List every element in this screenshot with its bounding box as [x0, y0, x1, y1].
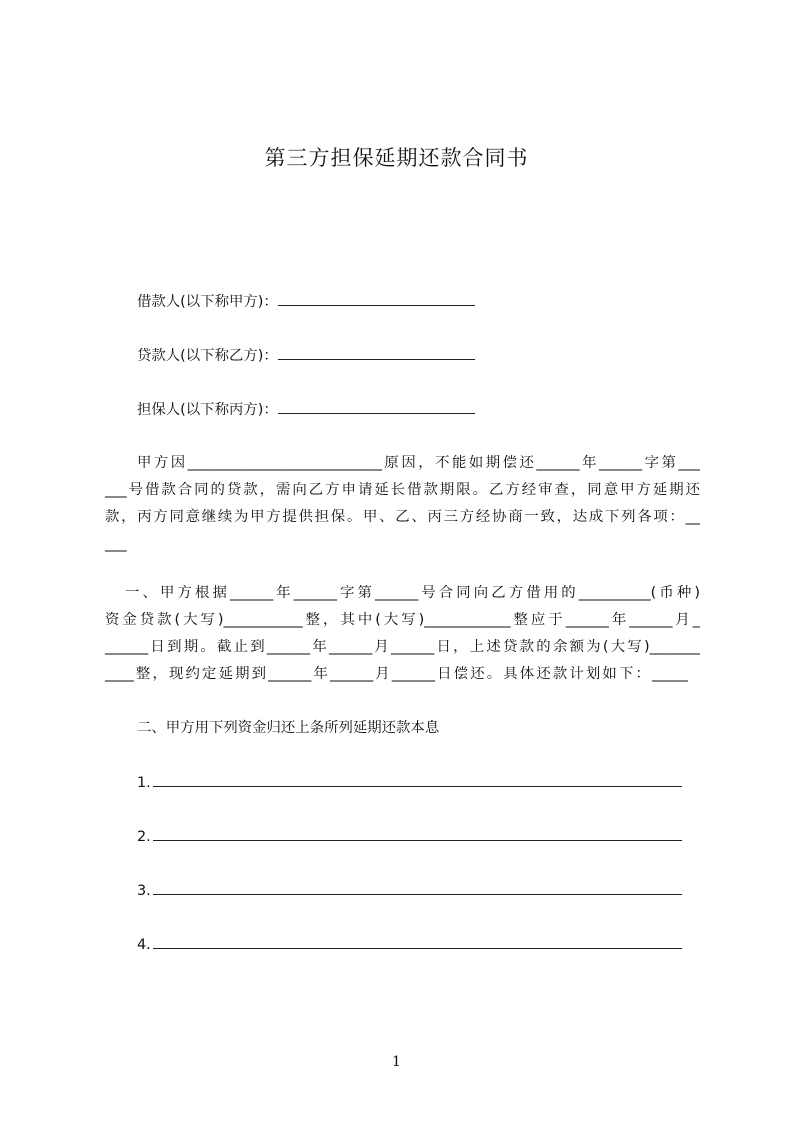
borrower-line: [137, 288, 732, 315]
intro-line-2: ___号借款合同的贷款，需向乙方申请延长借款期限。乙方经审查，同意甲方延期还: [105, 482, 700, 498]
repayment-item-number: 3.: [137, 883, 151, 899]
lender-label: 贷款人(以下称乙方)：: [137, 348, 278, 364]
clause2-heading: 二、甲方用下列资金归还上条所列延期还款本息: [137, 720, 440, 736]
repayment-item: [137, 769, 682, 796]
intro-line-1: 甲方因___________________________原因，不能如期偿还______年______字第___: [137, 455, 700, 471]
repayment-item-number: 2.: [137, 829, 151, 845]
clause1-line-4: ____整，现约定延期到______年______月______日偿还。具体还款计划如下：_____: [105, 666, 688, 682]
guarantor-blank[interactable]: [278, 396, 475, 414]
clause1-line-1: 一、甲方根据______年______字第______号合同向乙方借用的__________(币种): [125, 585, 700, 601]
guarantor-line: [137, 396, 732, 423]
repayment-item: [137, 823, 682, 850]
repayment-item-blank[interactable]: [153, 877, 682, 895]
lender-line: [137, 342, 732, 369]
repayment-item-number: 1.: [137, 775, 151, 791]
repayment-item-blank[interactable]: [153, 769, 682, 787]
clause1-line-2: 资金贷款(大写)___________整，其中(大写)____________整应于______年______月_: [105, 612, 700, 628]
lender-blank[interactable]: [278, 342, 475, 360]
repayment-item-blank[interactable]: [153, 823, 682, 841]
repayment-item: [137, 931, 682, 958]
repayment-item-number: 4.: [137, 937, 151, 953]
guarantor-label: 担保人(以下称丙方)：: [137, 402, 278, 418]
repayment-item-blank[interactable]: [153, 931, 682, 949]
intro-line-4: ___: [105, 536, 127, 552]
borrower-label: 借款人(以下称甲方)：: [137, 294, 278, 310]
page-number: 1: [392, 1054, 401, 1070]
borrower-blank[interactable]: [278, 288, 475, 306]
repayment-item: [137, 877, 682, 904]
clause1-line-3: ______日到期。截止到______年______月______日，上述贷款的余额为(大写)_______: [105, 639, 700, 655]
document-title: 第三方担保延期还款合同书: [264, 146, 529, 170]
intro-line-3: 款，丙方同意继续为甲方提供担保。甲、乙、丙三方经协商一致，达成下列各项：__: [105, 509, 700, 525]
